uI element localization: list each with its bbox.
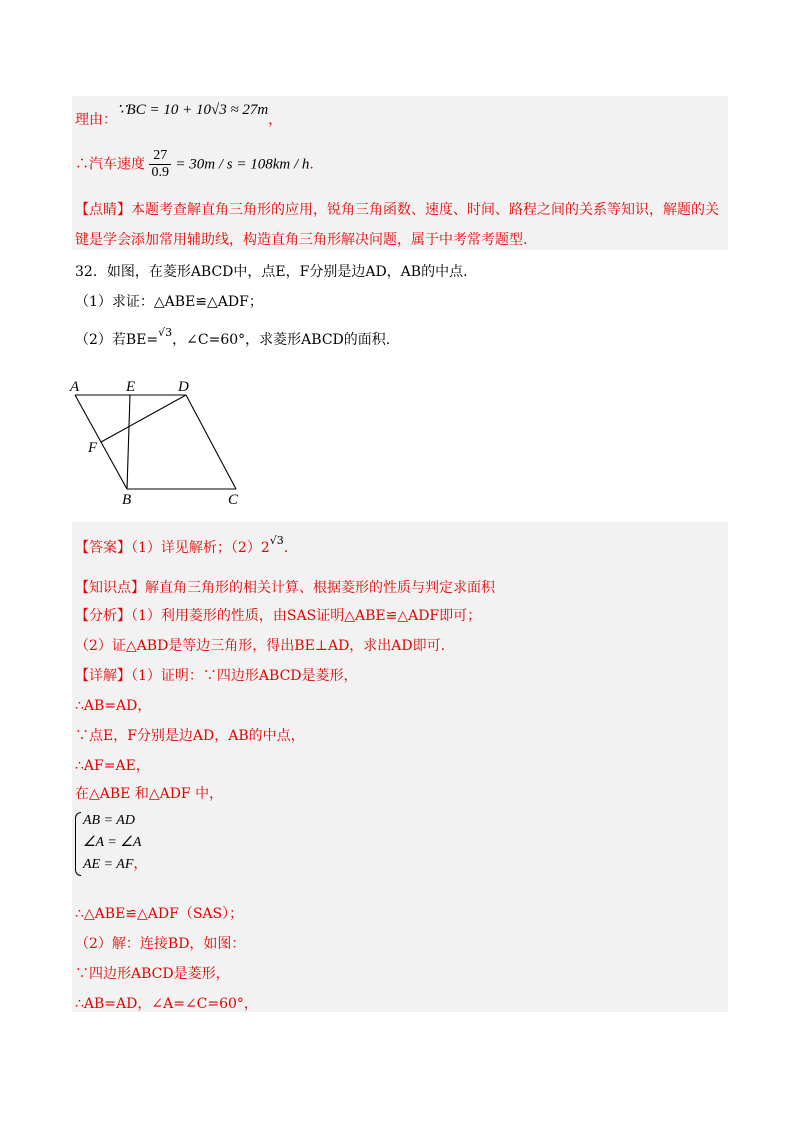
speed-fraction bbox=[149, 148, 171, 181]
system-row-3 bbox=[83, 854, 147, 876]
label-b: B bbox=[122, 492, 132, 508]
problem-stem: 32．如图，在菱形ABCD中，点E，F分别是边AD，AB的中点. bbox=[75, 264, 468, 280]
answer-sqrt: √3 bbox=[269, 534, 284, 547]
speed-denominator: 0.9 bbox=[151, 165, 169, 180]
label-a: A bbox=[70, 379, 80, 395]
speed-line bbox=[75, 148, 314, 181]
detail-line-7: （2）解：连接BD，如图： bbox=[75, 936, 246, 952]
problem-q2 bbox=[75, 326, 391, 351]
answer-text: 【答案】（1）详见解析；（2）2 bbox=[75, 540, 270, 556]
q2-part1: （2）若BE= bbox=[75, 332, 159, 348]
speed-prefix: ∴汽车速度 bbox=[75, 156, 145, 173]
comma: ， bbox=[268, 112, 283, 128]
detail-line-6: ∴△ABE≌△ADF（SAS）； bbox=[75, 906, 244, 922]
system-comma: ， bbox=[133, 857, 148, 872]
knowledge-line: 【知识点】解直角三角形的相关计算、根据菱形的性质与判定求面积 bbox=[75, 580, 495, 596]
segment-df bbox=[101, 395, 186, 442]
detail-line-9: ∴AB=AD，∠A=∠C=60°， bbox=[75, 996, 258, 1012]
analysis-line-2: （2）证△ABD是等边三角形，得出BE⊥AD，求出AD即可. bbox=[75, 638, 446, 654]
analysis-line-1: 【分析】（1）利用菱形的性质，由SAS证明△ABE≌△ADF即可； bbox=[75, 608, 482, 624]
label-c: C bbox=[228, 492, 239, 508]
speed-period: . bbox=[309, 156, 314, 173]
speed-numerator: 27 bbox=[149, 148, 171, 165]
q2-part2: ，∠C=60°，求菱形ABCD的面积. bbox=[172, 332, 391, 348]
answer-end: . bbox=[283, 540, 289, 556]
label-e: E bbox=[126, 379, 136, 395]
segment-be bbox=[127, 395, 130, 489]
detail-line-4: ∴AF=AE， bbox=[75, 758, 150, 774]
answer-line bbox=[75, 534, 289, 559]
comment-line-2: 键是学会添加常用辅助线，构造直角三角形解决问题，属于中考常考题型. bbox=[75, 232, 528, 248]
detail-line-3: ∵点E，F分别是边AD，AB的中点， bbox=[75, 728, 305, 744]
reason-label: 理由： bbox=[75, 112, 117, 128]
comment-line-1: 【点睛】本题考查解直角三角形的应用，锐角三角函数、速度、时间、路程之间的关系等知识，解题的关 bbox=[75, 202, 719, 218]
detail-line-5: 在△ABE 和△ADF 中， bbox=[75, 786, 224, 802]
system-brace bbox=[75, 812, 81, 876]
problem-q1: （1）求证：△ABE≌△ADF； bbox=[75, 294, 263, 310]
side-dc bbox=[186, 395, 236, 489]
detail-line-1: 【详解】（1）证明：∵四边形ABCD是菱形， bbox=[75, 668, 358, 684]
system-row-1: AB = AD bbox=[83, 813, 135, 828]
detail-line-8: ∵四边形ABCD是菱形， bbox=[75, 966, 230, 982]
system-row-2: ∠A = ∠A bbox=[83, 835, 142, 850]
system-row-3-text: AE = AF bbox=[83, 857, 134, 872]
label-d: D bbox=[178, 379, 189, 395]
rhombus-figure bbox=[60, 372, 260, 512]
q2-sqrt: √3 bbox=[158, 326, 173, 339]
detail-line-2: ∴AB=AD， bbox=[75, 698, 152, 714]
speed-rhs: = 30m / s = 108km / h bbox=[175, 156, 310, 173]
label-f: F bbox=[88, 440, 98, 456]
reason-line bbox=[75, 102, 283, 130]
bc-formula: ∵BC = 10 + 10√3 ≈ 27m bbox=[117, 102, 269, 118]
